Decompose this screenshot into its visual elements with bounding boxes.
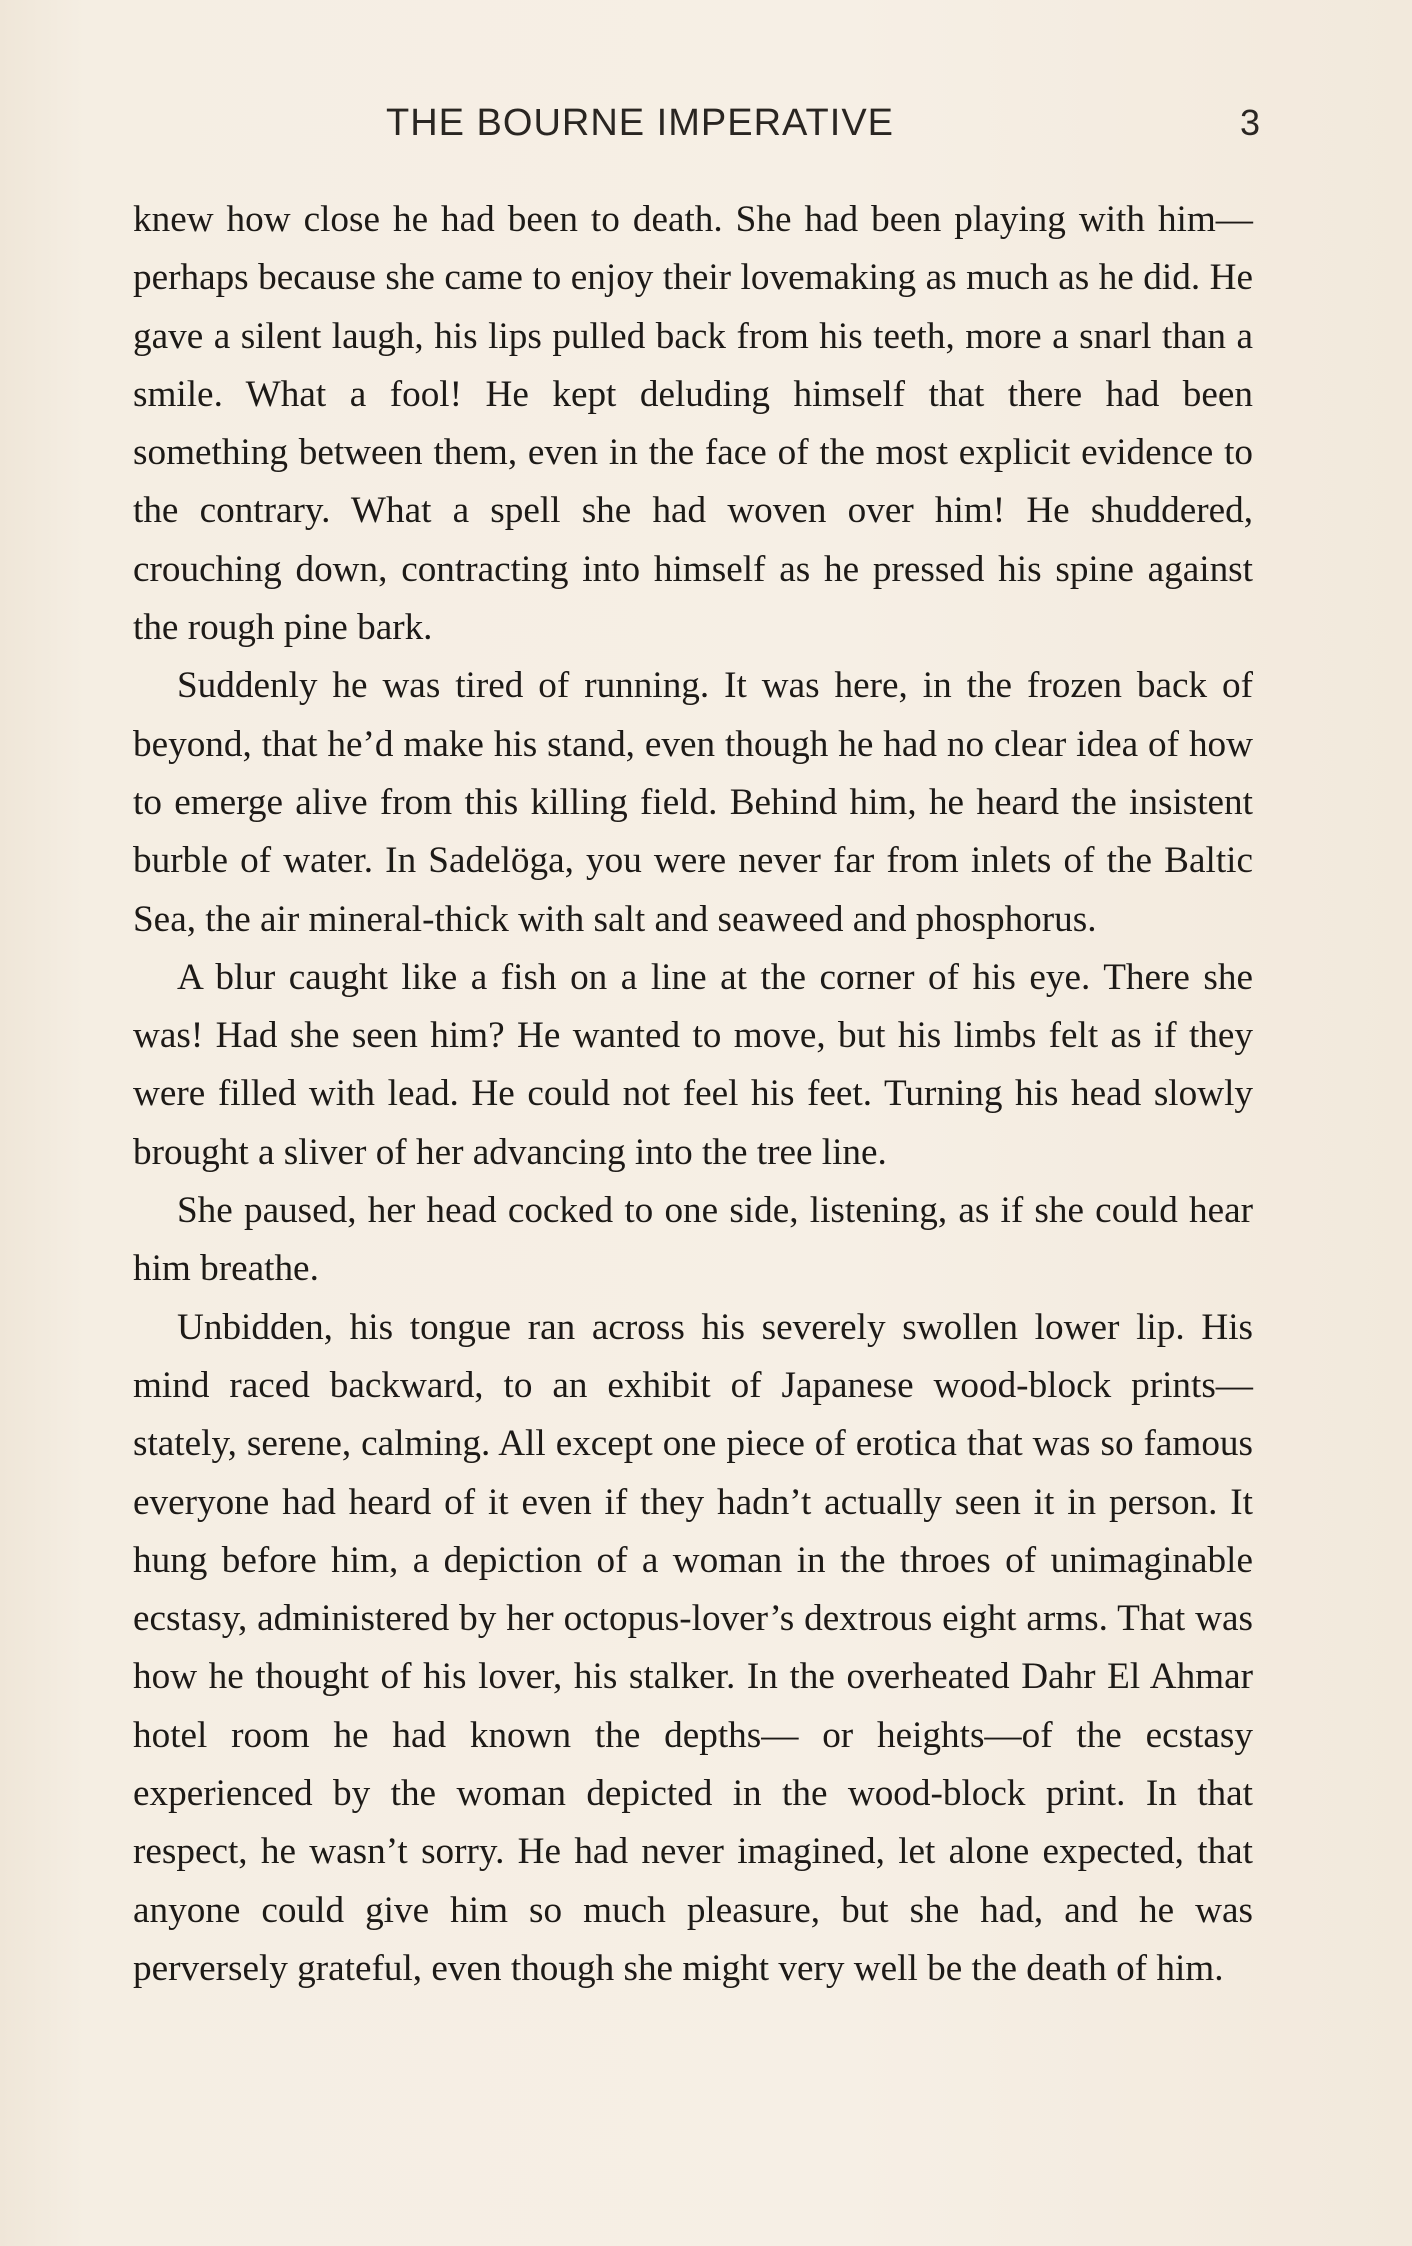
running-title: THE BOURNE IMPERATIVE bbox=[385, 102, 895, 144]
running-header bbox=[0, 98, 1412, 148]
paragraph: She paused, her head cocked to one side, listening, as if she could hear him breathe. bbox=[133, 1190, 1253, 1290]
page-number: 3 bbox=[1239, 102, 1261, 143]
paragraph: Unbidden, his tongue ran across his severely swollen lower lip. His mind raced backward, to an exhibit of Japanese wood-block prints— stately, serene, calming. All except one piece of erotica that was so famous everyone had heard of it even if they hadn’t actually seen it in person. It hung before him, a depiction of a woman in the throes of unimaginable ecstasy, administered by her octopus-lover’s dextrous eight arms. That was how he thought of his lover, his stalker. In the overheated Dahr El Ahmar hotel room he had known the depths— or heights—of the ecstasy experienced by the woman depicted in the wood-block print. In that respect, he wasn’t sorry. He had never imagined, let alone expected, that anyone could give him so much pleasure, but she had, and he was perversely grateful, even though she might very well be the death of him. bbox=[133, 1306, 1253, 1989]
body-text bbox=[133, 191, 1253, 1998]
paragraph: A blur caught like a fish on a line at the corner of his eye. There she was! Had she seen him? He wanted to move, but his limbs felt as if they were filled with lead. He could not feel his feet. Turning his head slowly brought a sliver of her advancing into the tree line. bbox=[133, 956, 1253, 1173]
paragraph: knew how close he had been to death. She had been playing with him—perhaps because she came to enjoy their lovemaking as much as he did. He gave a silent laugh, his lips pulled back from his teeth, more a snarl than a smile. What a fool! He kept deluding himself that there had been something between them, even in the face of the most explicit evidence to the contrary. What a spell she had woven over him! He shuddered, crouching down, contracting into himself as he pressed his spine against the rough pine bark. bbox=[133, 199, 1253, 649]
paragraph: Suddenly he was tired of running. It was here, in the frozen back of beyond, that he’d make his stand, even though he had no clear idea of how to emerge alive from this killing field. Behind him, he heard the insistent burble of water. In Sadelöga, you were never far from inlets of the Baltic Sea, the air mineral-thick with salt and seaweed and phosphorus. bbox=[133, 665, 1253, 940]
